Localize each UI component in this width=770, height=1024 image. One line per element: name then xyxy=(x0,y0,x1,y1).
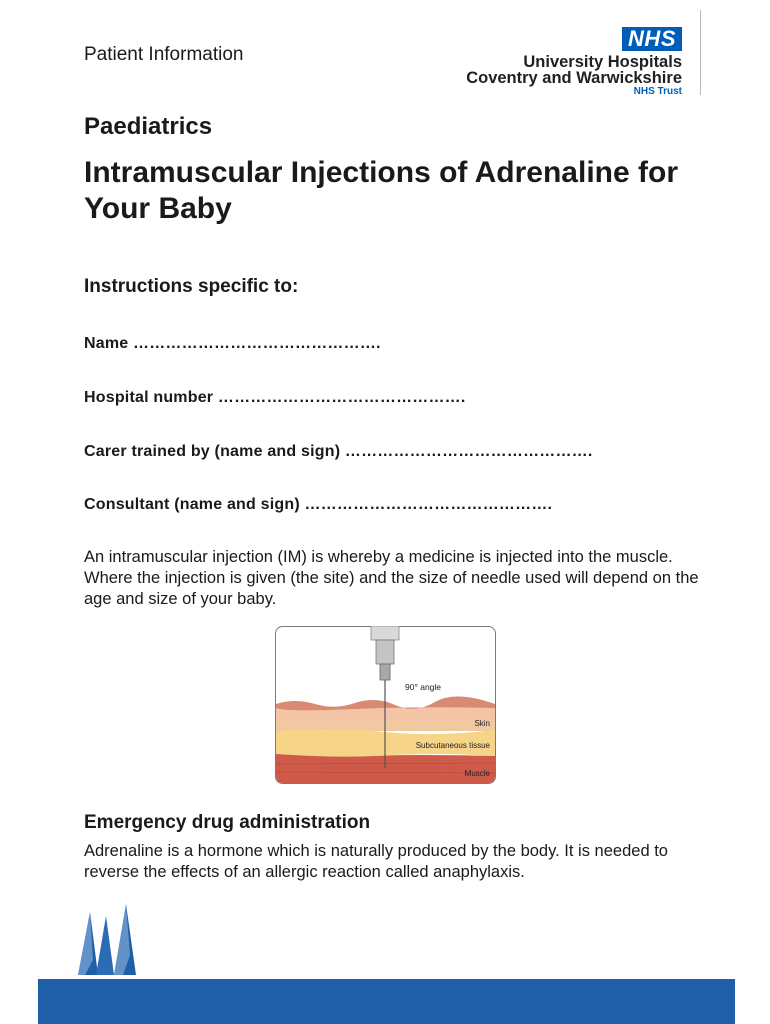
carer-trained-by-field: Carer trained by (name and sign) ………………………………………. xyxy=(84,443,593,460)
instructions-heading: Instructions specific to: xyxy=(84,276,299,297)
emergency-heading: Emergency drug administration xyxy=(84,812,371,833)
nhs-trust-logo xyxy=(466,27,682,98)
injection-diagram xyxy=(275,626,496,784)
logo-line-3: NHS Trust xyxy=(633,86,682,97)
angle-label: 90° angle xyxy=(405,682,442,692)
logo-line-2: Coventry and Warwickshire xyxy=(466,69,682,87)
footer-spires-graphic xyxy=(38,900,735,1024)
emergency-paragraph: Adrenaline is a hormone which is naturally produced by the body. It is needed to reverse the effects of an allergic reaction called anaphylaxis. xyxy=(84,842,668,881)
skin-label: Skin xyxy=(474,719,490,728)
subcutaneous-label: Subcutaneous tissue xyxy=(415,741,490,750)
logo-line-1: University Hospitals xyxy=(523,53,682,71)
nhs-badge: NHS xyxy=(622,27,682,51)
intro-paragraph: An intramuscular injection (IM) is whereby a medicine is injected into the muscle. Where the injection is given (the site) and the size of needle used will depend on the age and size of your baby. xyxy=(84,548,699,608)
hospital-number-field: Hospital number ………………………………………. xyxy=(84,389,466,406)
department-heading: Paediatrics xyxy=(84,113,213,140)
logo-divider xyxy=(700,10,701,95)
muscle-label: Muscle xyxy=(464,769,490,778)
name-field: Name ………………………………………. xyxy=(84,335,381,352)
consultant-field: Consultant (name and sign) ………………………………………. xyxy=(84,496,553,513)
document-type-label: Patient Information xyxy=(84,44,244,65)
document-title: Intramuscular Injections of Adrenaline for Your Baby xyxy=(84,156,678,225)
